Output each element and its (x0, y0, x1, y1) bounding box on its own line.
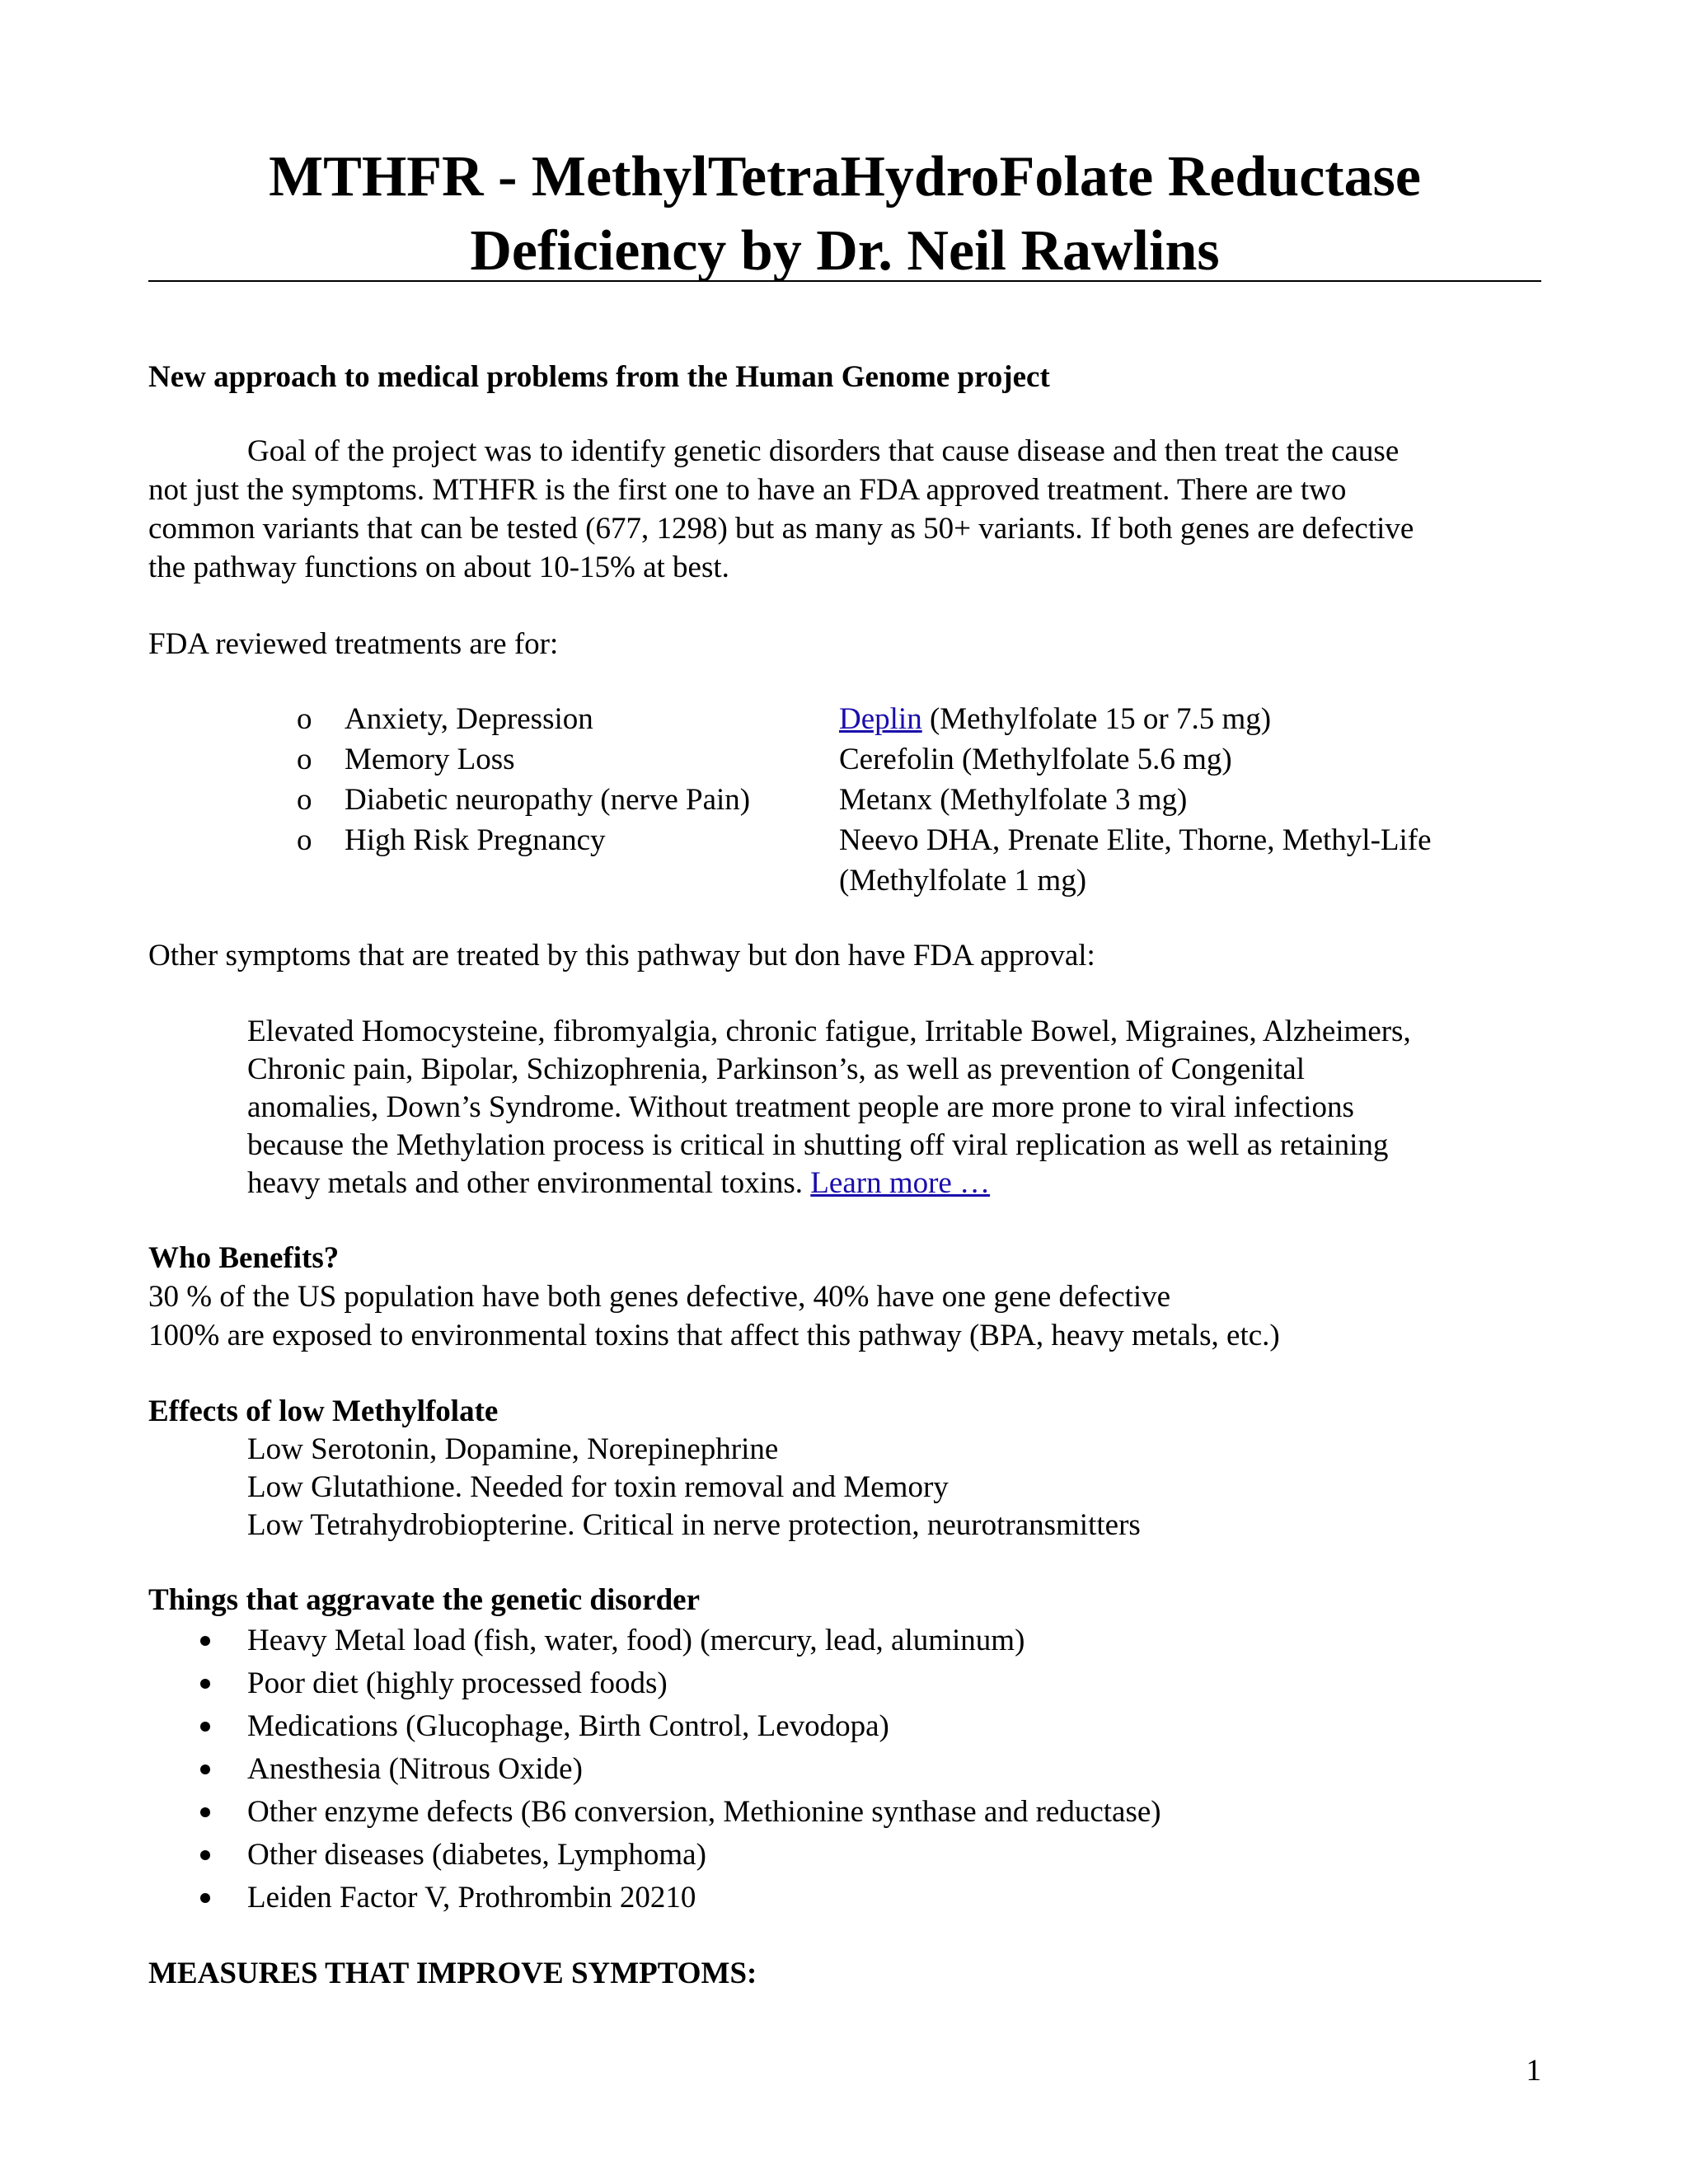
page-number: 1 (1526, 2054, 1541, 2088)
fda-condition: Memory Loss (345, 743, 515, 776)
aggravate-item: Leiden Factor V, Prothrombin 20210 (247, 1881, 696, 1915)
aggravate-item: Medications (Glucophage, Birth Control, Levodopa) (247, 1709, 889, 1743)
other-symptoms-line: anomalies, Down’s Syndrome. Without treatment people are more prone to viral infections (247, 1090, 1354, 1124)
effects-heading: Effects of low Methylfolate (148, 1394, 499, 1428)
aggravate-item: Other diseases (diabetes, Lymphoma) (247, 1838, 706, 1872)
fda-heading: FDA reviewed treatments are for: (148, 627, 559, 661)
fda-treatment: Neevo DHA, Prenate Elite, Thorne, Methyl-Life (839, 823, 1432, 857)
bullet-icon (200, 1636, 210, 1646)
measures-heading: MEASURES THAT IMPROVE SYMPTOMS: (148, 1957, 757, 1990)
title-line-2: Deficiency by Dr. Neil Rawlins (470, 219, 1220, 283)
circle-bullet-icon: o (297, 743, 312, 776)
bullet-icon (200, 1765, 210, 1774)
who-line: 30 % of the US population have both genes defective, 40% have one gene defective (148, 1280, 1171, 1314)
effects-line: Low Tetrahydrobiopterine. Critical in nerve protection, neurotransmitters (247, 1508, 1141, 1542)
fda-treatment: Metanx (Methylfolate 3 mg) (839, 783, 1188, 817)
intro-paragraph-line: not just the symptoms. MTHFR is the first one to have an FDA approved treatment. There are two (148, 473, 1347, 507)
bullet-icon (200, 1807, 210, 1817)
document-title (148, 140, 1541, 288)
aggravate-item: Heavy Metal load (fish, water, food) (mercury, lead, aluminum) (247, 1624, 1025, 1657)
aggravate-item: Anesthesia (Nitrous Oxide) (247, 1752, 583, 1786)
learn-more-link[interactable]: Learn more … (810, 1166, 991, 1200)
other-symptoms-line: because the Methylation process is critical in shutting off viral replication as well as retaining (247, 1128, 1389, 1162)
fda-treatment-text: (Methylfolate 15 or 7.5 mg) (921, 702, 1272, 736)
aggravate-heading: Things that aggravate the genetic disorder (148, 1583, 701, 1617)
title-underline-rule (148, 280, 1541, 282)
intro-paragraph-line: the pathway functions on about 10-15% at best. (148, 551, 729, 584)
bullet-icon (200, 1722, 210, 1732)
effects-line: Low Serotonin, Dopamine, Norepinephrine (247, 1432, 779, 1466)
fda-condition: Diabetic neuropathy (nerve Pain) (345, 783, 751, 817)
other-symptoms-line: Elevated Homocysteine, fibromyalgia, chronic fatigue, Irritable Bowel, Migraines, Alzheimers, (247, 1015, 1411, 1048)
bullet-icon (200, 1850, 210, 1860)
aggravate-item: Other enzyme defects (B6 conversion, Methionine synthase and reductase) (247, 1795, 1161, 1829)
effects-line: Low Glutathione. Needed for toxin removal and Memory (247, 1470, 949, 1504)
fda-treatment: Cerefolin (Methylfolate 5.6 mg) (839, 743, 1232, 776)
other-symptoms-text: heavy metals and other environmental toxins. (247, 1166, 811, 1200)
intro-paragraph-line: Goal of the project was to identify genetic disorders that cause disease and then treat the cause (247, 434, 1400, 468)
title-line-1: MTHFR - MethylTetraHydroFolate Reductase (269, 145, 1421, 209)
aggravate-item: Poor diet (highly processed foods) (247, 1666, 668, 1700)
intro-heading: New approach to medical problems from the Human Genome project (148, 360, 1050, 394)
bullet-icon (200, 1679, 210, 1689)
circle-bullet-icon: o (297, 783, 312, 817)
fda-condition: Anxiety, Depression (345, 702, 593, 736)
circle-bullet-icon: o (297, 823, 312, 857)
fda-treatment: (Methylfolate 1 mg) (839, 864, 1087, 898)
circle-bullet-icon: o (297, 702, 312, 736)
other-symptoms-line: Chronic pain, Bipolar, Schizophrenia, Parkinson’s, as well as prevention of Congenital (247, 1052, 1305, 1086)
deplin-link[interactable]: Deplin (839, 702, 922, 736)
intro-paragraph-line: common variants that can be tested (677, 1298) but as many as 50+ variants. If both genes are defective (148, 512, 1414, 546)
other-symptoms-line (247, 1163, 990, 1204)
who-line: 100% are exposed to environmental toxins that affect this pathway (BPA, heavy metals, etc.) (148, 1319, 1280, 1352)
other-heading: Other symptoms that are treated by this pathway but don have FDA approval: (148, 939, 1095, 972)
fda-treatment (839, 699, 1271, 740)
who-heading: Who Benefits? (148, 1241, 340, 1275)
fda-condition: High Risk Pregnancy (345, 823, 606, 857)
bullet-icon (200, 1893, 210, 1903)
